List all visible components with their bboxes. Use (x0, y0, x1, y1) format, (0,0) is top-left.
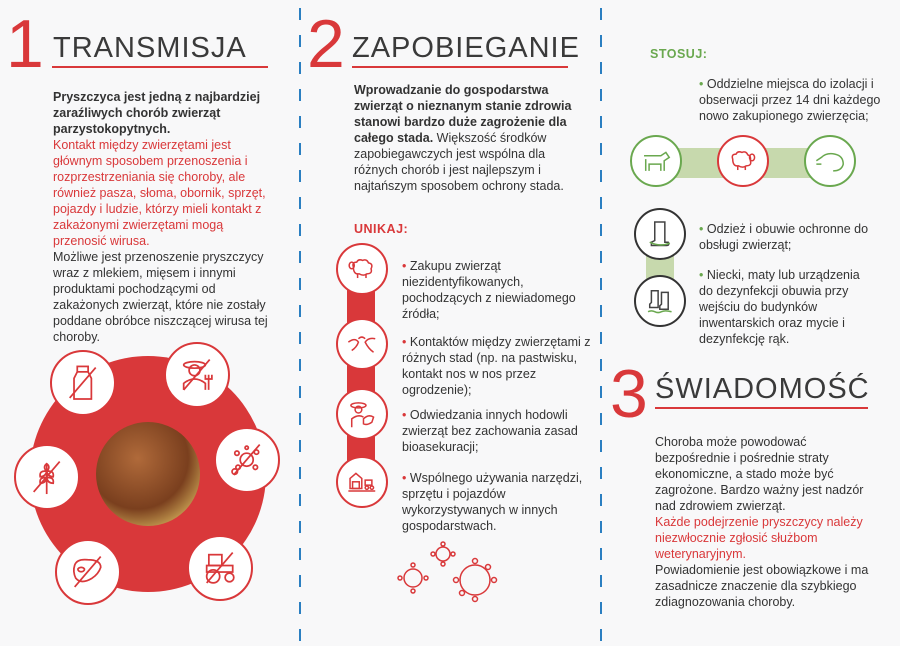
avoid-item: • Kontaktów między zwierzętami z różnych stad (np. na pastwisku, kontakt nos w nos przez ogrodzenie); (402, 335, 591, 397)
boots-disinfection-icon (634, 275, 686, 327)
cow-calf-photo (96, 422, 200, 526)
wheat-icon (14, 444, 80, 510)
column-divider (600, 8, 602, 646)
meat-icon (55, 539, 121, 605)
cow-icon (630, 135, 682, 187)
section-title: ŚWIADOMOŚĆ (655, 373, 870, 405)
body-text: Możliwe jest przenoszenie pryszczycy wraz z mlekiem, mięsem i innymi produktami pochodzącymi od zakażonych zwierząt, które nie zostały poddane obróbce niszczącej wirusa tej choroby. (53, 250, 268, 344)
awareness-text (655, 434, 875, 610)
apply-item: • Niecki, maty lub urządzenia do dezynfekcji obuwia przy wejściu do budynków inwentarskich oraz mycie i dezynfekcję rąk. (699, 268, 860, 346)
milk-bottle-icon (50, 350, 116, 416)
title-underline (352, 66, 568, 68)
intro-text: Większość środków zapobiegawczych jest wspólna dla różnych chorób i jest najlepszym i najtańszym sposobem ochrony stada. (354, 131, 564, 193)
section-title: ZAPOBIEGANIE (352, 32, 580, 64)
section-number: 2 (307, 6, 345, 82)
highlight-text: Kontakt między zwierzętami jest głównym sposobem przenoszenia i rozprzestrzeniania się choroby, ale również pasza, słoma, obornik, sprzęt, pojazdy i ludzie, którzy mieli kontakt z zakażonymi zwierzętami mogą przenosić wirusa. (53, 138, 266, 248)
avoid-connector-band (347, 268, 375, 482)
section-title: TRANSMISJA (53, 32, 247, 64)
column-divider (299, 8, 301, 646)
avoid-item: • Odwiedzania innych hodowli zwierząt bez zachowania zasad bioasekuracji; (402, 408, 578, 454)
avoid-item: • Zakupu zwierząt niezidentyfikowanych, pochodzących z niewiadomego źródła; (402, 259, 576, 321)
section-number: 1 (6, 6, 44, 82)
prevention-intro (354, 82, 574, 194)
body-text-2: Powiadomienie jest obowiązkowe i ma zasadnicze znaczenie dla szybkiego zdiagnozowania choroby. (655, 563, 869, 609)
avoid-item: • Wspólnego używania narzędzi, sprzętu i pojazdów wykorzystywanych w innych gospodarstwach. (402, 471, 583, 533)
intro-bold: Wprowadzanie do gospodarstwa zwierząt o nieznanym stanie zdrowia stanowi bardzo duże zagrożenie dla całego stada. (354, 83, 572, 145)
avoid-label: UNIKAJ: (354, 222, 409, 236)
farmer-animal-icon (336, 388, 388, 440)
virus-illustration-icon (395, 540, 505, 610)
highlight-text: Każde podejrzenie pryszczycy należy niezwłocznie zgłosić służbom weterynaryjnym. (655, 515, 863, 561)
section-number: 3 (610, 356, 648, 432)
apply-item: • Odzież i obuwie ochronne do obsługi zwierząt; (699, 222, 869, 252)
tractor-icon (187, 535, 253, 601)
apply-item: • Oddzielne miejsca do izolacji i obserwacji przez 14 dni każdego nowo zakupionego zwierzęcia; (699, 77, 881, 123)
title-underline (52, 66, 268, 68)
intro-bold: Pryszczyca jest jedną z najbardziej zaraźliwych chorób zwierząt parzystokopytnych. (53, 90, 261, 136)
sheep-icon (717, 135, 769, 187)
farm-barn-icon (336, 456, 388, 508)
apply-label: STOSUJ: (650, 47, 708, 61)
globe-contact-icon (336, 318, 388, 370)
virus-icon (214, 427, 280, 493)
transmission-text (53, 89, 268, 345)
body-text: Choroba może powodować bezpośrednie i pośrednie straty ekonomiczne, a stado może być zagrożone. Bardzo ważny jest nadzór nad zdrowiem zwierząt. (655, 435, 864, 513)
farmer-icon (164, 342, 230, 408)
boot-icon (634, 208, 686, 260)
pig-icon (804, 135, 856, 187)
title-underline (655, 407, 868, 409)
sheep-icon (336, 243, 388, 295)
